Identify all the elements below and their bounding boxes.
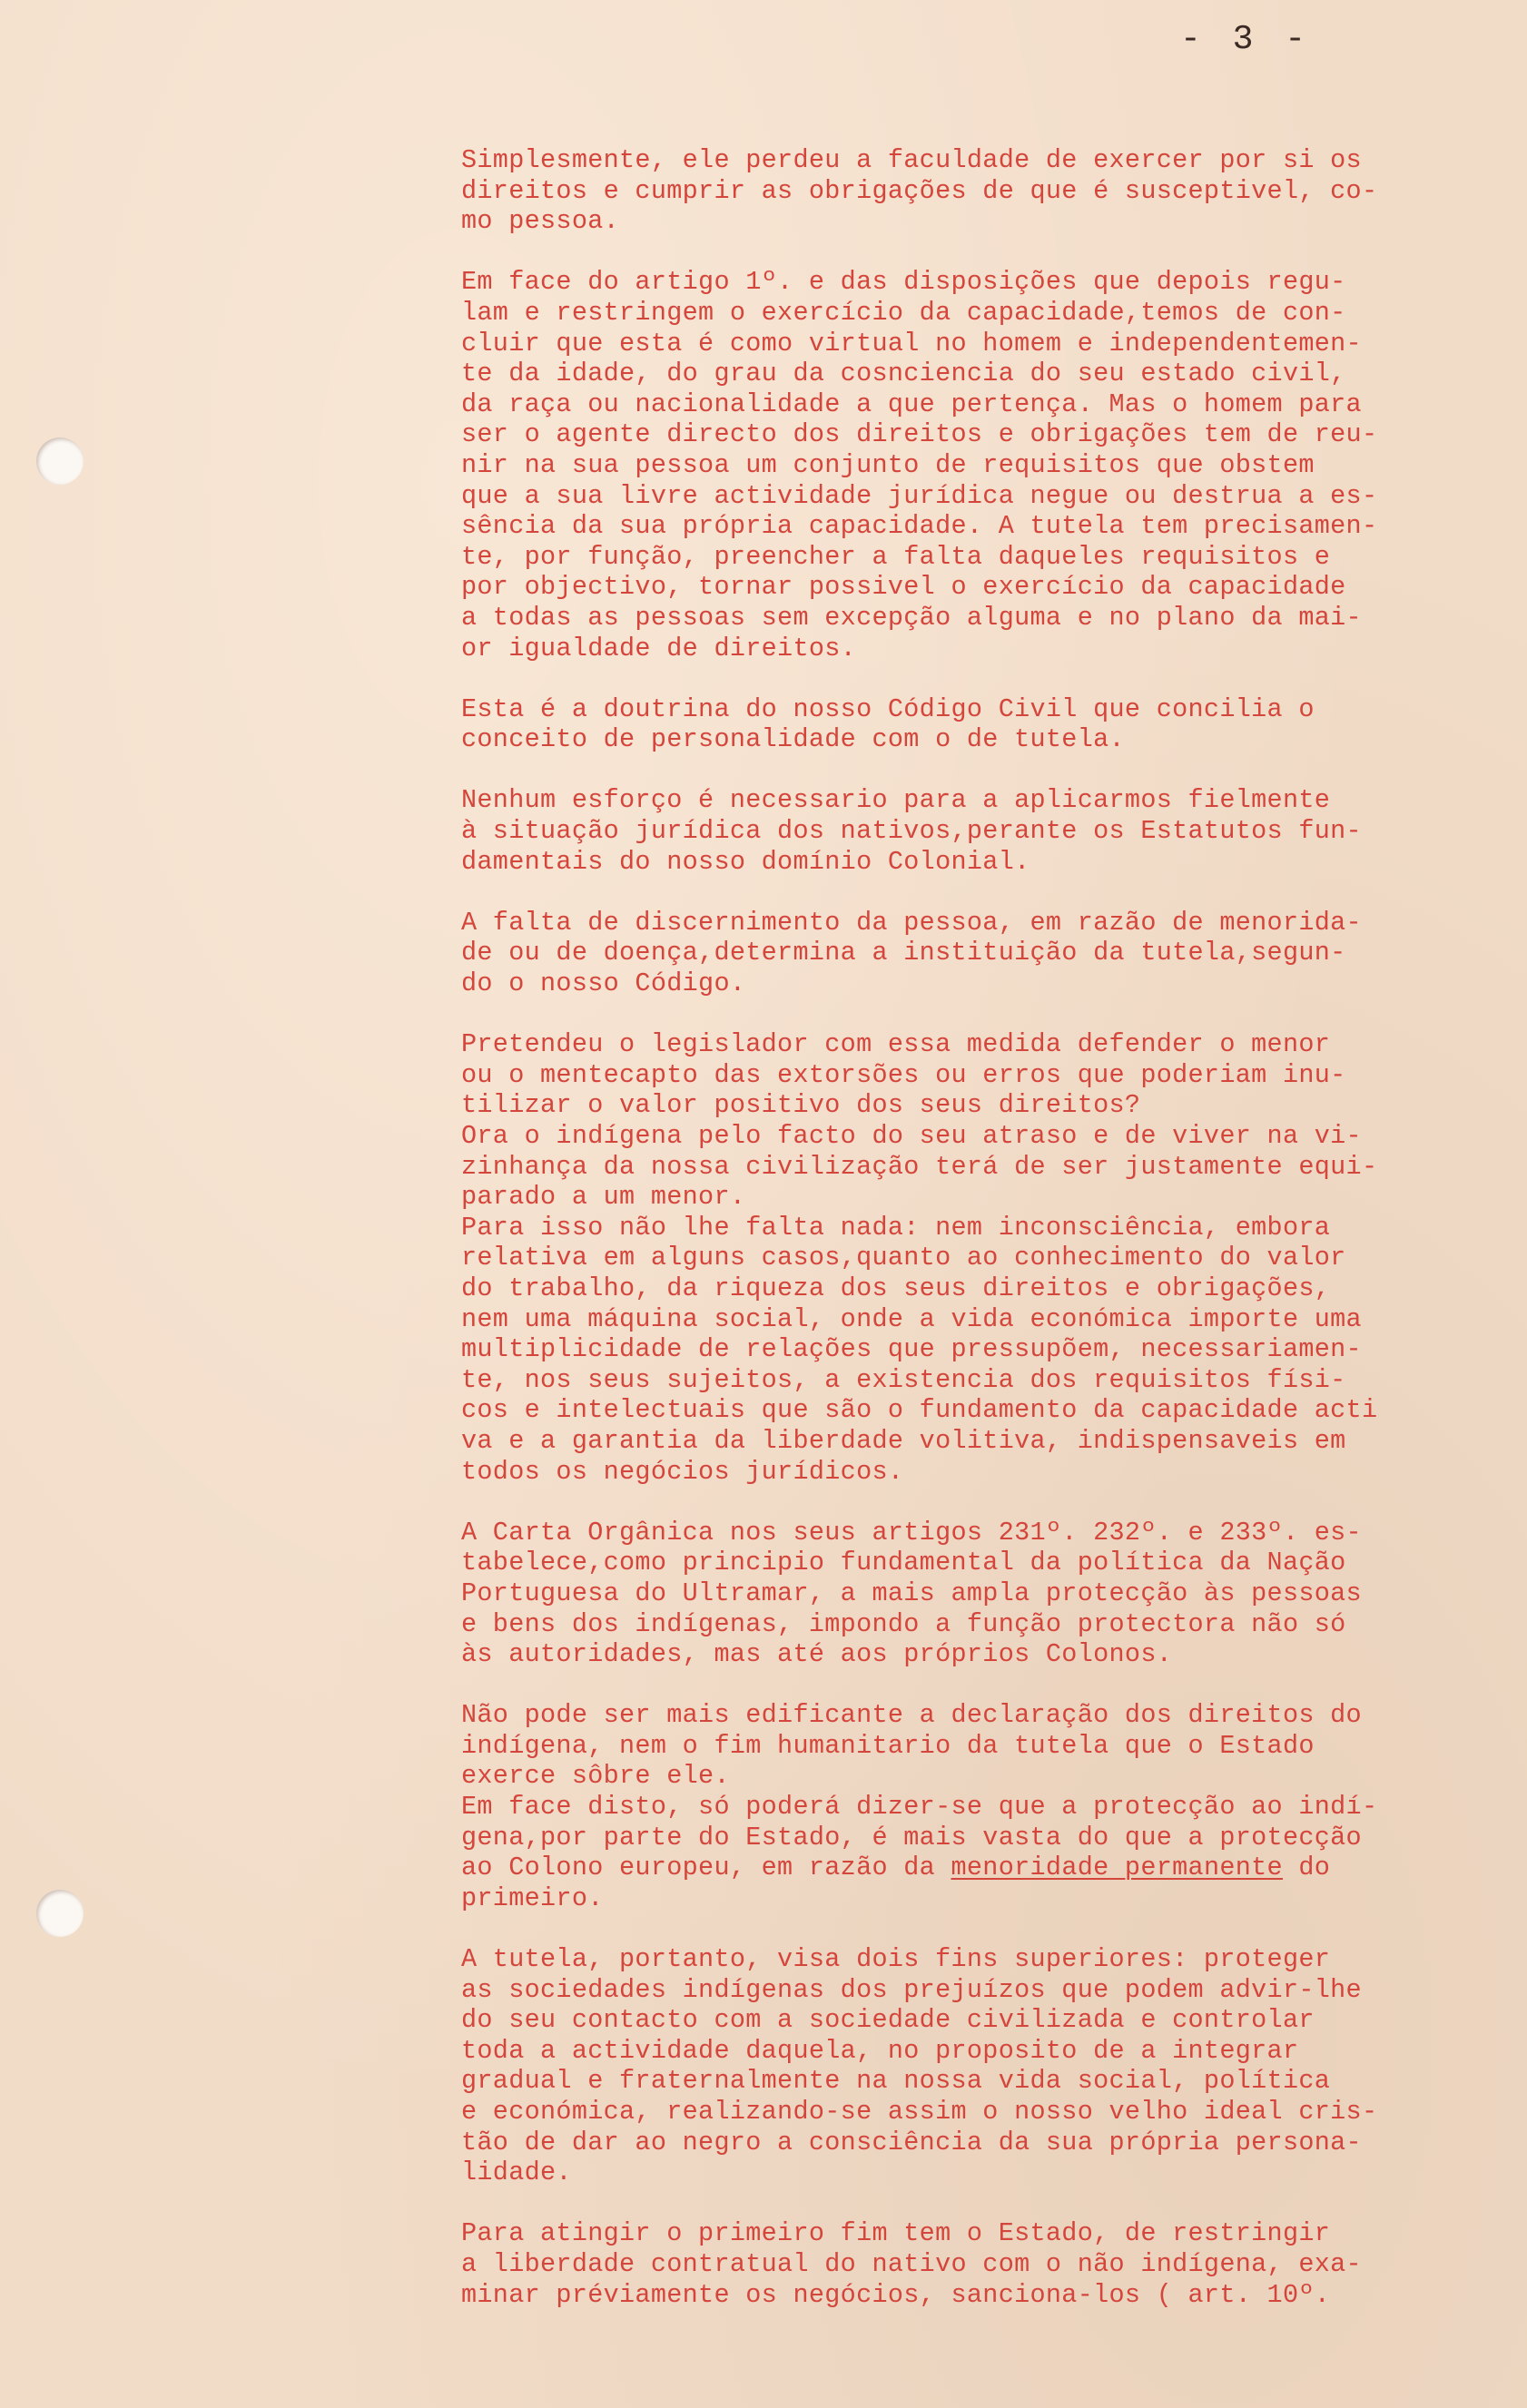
paragraph-3: Esta é a doutrina do nosso Código Civil que concilia o conceito de personalidade com o de tutela. <box>461 693 1315 755</box>
underlined-line: ao Colono europeu, em razão da menoridade permanente do <box>461 1853 1331 1883</box>
punch-hole-bottom <box>36 1890 84 1937</box>
punch-hole-top <box>36 437 84 485</box>
typewritten-body <box>461 145 1519 2310</box>
paragraph-2: Em face do artigo 1º. e das disposições que depois regu- lam e restringem o exercício da capacidade,temos de con- cluir que esta é como virtual no homem e independentemen- te da idade, do grau da cosnciencia do seu estado civil, da raça ou nacionalidade a que pertença. Mas o homem para ser o agente directo dos direitos e obrigações tem de reu- nir na sua pessoa um conjunto de requisitos que obstem que a sua livre actividade jurídica negue ou destrua a es- sência da sua própria capacidade. A tutela tem precisamen- te, por função, preencher a falta daqueles requisitos e por objectivo, tornar possivel o exercício da capacidade a todas as pessoas sem excepção alguma e no plano da mai- or igualdade de direitos. <box>461 267 1378 663</box>
paragraph-10: Para atingir o primeiro fim tem o Estado, de restringir a liberdade contratual do nativo com o não indígena, exa- minar préviamente os negócios, sanciona-los ( art. 10º. <box>461 2218 1362 2310</box>
paragraph-1: Simplesmente, ele perdeu a faculdade de exercer por si os direitos e cumprir as obrigações de que é susceptivel, co- mo pessoa. <box>461 145 1378 237</box>
paragraph-7: A Carta Orgânica nos seus artigos 231º. 232º. e 233º. es- tabelece,como principio fundamental da política da Nação Portuguesa do Ultramar, a mais ampla protecção às pessoas e bens dos indígenas, impondo a função protectora não só às autoridades, mas até aos próprios Colonos. <box>461 1517 1362 1670</box>
paragraph-8: Não pode ser mais edificante a declaração dos direitos do indígena, nem o fim humanitario da tutela que o Estado exerce sôbre ele. Em face disto, só poderá dizer-se que a protecção ao indí- gena,por parte do Estado, é mais vasta do que a protecção ao Colono europeu, em razão da menoridade permanente do primeiro. <box>461 1700 1378 1913</box>
paragraph-6: Pretendeu o legislador com essa medida defender o menor ou o mentecapto das extorsões ou erros que poderiam inu- tilizar o valor positivo dos seus direitos? Ora o indígena pelo facto do seu atraso e de viver na vi- zinhança da nossa civilização terá de ser justamente equi- parado a um menor. Para isso não lhe falta nada: nem inconsciência, embora relativa em alguns casos,quanto ao conhecimento do valor do trabalho, da riqueza dos seus direitos e obrigações, nem uma máquina social, onde a vida económica importe uma multiplicidade de relações que pressupõem, necessariamen- te, nos seus sujeitos, a existencia dos requisitos físi- cos e intelectuais que são o fundamento da capacidade acti va e a garantia da liberdade volitiva, indispensaveis em todos os negócios jurídicos. <box>461 1029 1378 1487</box>
paragraph-4: Nenhum esforço é necessario para a aplicarmos fielmente à situação jurídica dos nativos,perante os Estatutos fun- damentais do nosso domínio Colonial. <box>461 785 1362 877</box>
paragraph-5: A falta de discernimento da pessoa, em razão de menorida- de ou de doença,determina a instituição da tutela,segun- do o nosso Código. <box>461 907 1362 999</box>
page-number: - 3 - <box>1180 20 1312 59</box>
paragraph-9: A tutela, portanto, visa dois fins superiores: proteger as sociedades indígenas dos prejuízos que podem advir-lhe do seu contacto com a sociedade civilizada e controlar toda a actividade daquela, no proposito de a integrar gradual e fraternalmente na nossa vida social, política e económica, realizando-se assim o nosso velho ideal cris- tão de dar ao negro a consciência da sua própria persona- lidade. <box>461 1944 1378 2188</box>
underlined-phrase: menoridade permanente <box>951 1853 1283 1883</box>
